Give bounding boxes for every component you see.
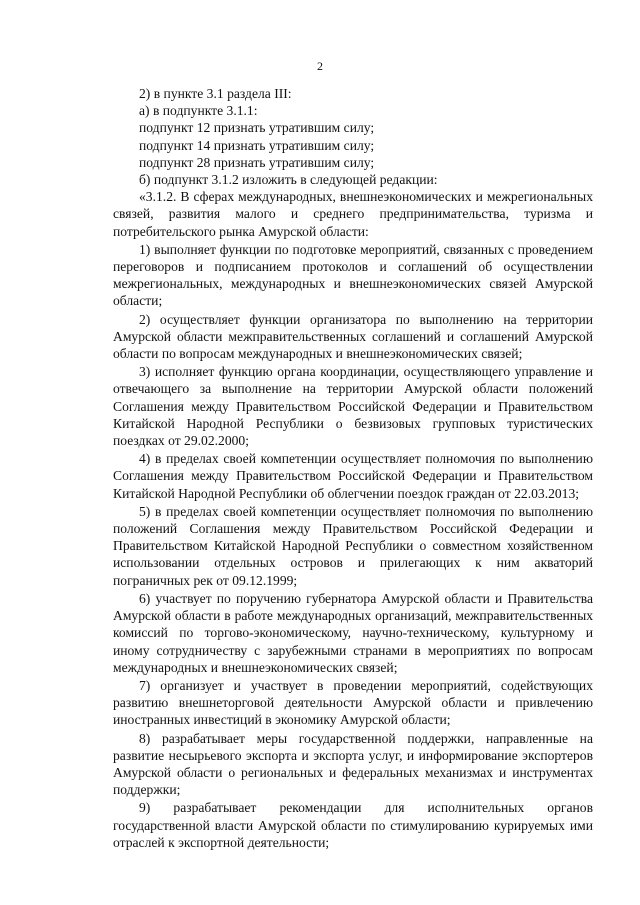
paragraph-subitem-28: подпункт 28 признать утратившим силу; — [139, 154, 375, 170]
paragraph-function-9: 9) разрабатывает рекомендации для исполнительных органов государственной власти Амурской области по стимулированию курируемых ими отраслей к экспортной деятельности; — [113, 800, 593, 850]
paragraph-function-4: 4) в пределах своей компетенции осуществляет полномочия по выполнению Соглашения между Правительством Российской Федерации и Правительством Китайской Народной Республики об облегчении поездок граждан от 22.03.2013; — [113, 451, 593, 501]
paragraph-function-5: 5) в пределах своей компетенции осуществляет полномочия по выполнению положений Соглашения между Правительством Российской Федерации и Правительством Китайской Народной Республики о совместном хозяйственном использовании отдельных островов и прилегающих к ним акваторий пограничных рек от 09.12.1999; — [113, 503, 593, 588]
paragraph-subitem-12: подпункт 12 признать утратившим силу; — [139, 120, 375, 136]
paragraph-function-3: 3) исполняет функцию органа координации, осуществляющего управление и отвечающего за выполнение на территории Амурской области положений Соглашения между Правительством Российской Федерации и Правительством Китайской Народной Республики о безвизовых групповых туристических поездках от 29.02.2000; — [113, 364, 593, 449]
page-number: 2 — [317, 59, 323, 73]
paragraph-function-6: 6) участвует по поручению губернатора Амурской области и Правительства Амурской области в работе международных организаций, межправительственных комиссий по торгово-экономическому, научно-техническому, культурному и иному сотрудничеству с зарубежными странами в мероприятиях по вопросам международных и внешнеэкономических связей; — [113, 590, 593, 675]
paragraph-function-2: 2) осуществляет функции организатора по выполнению на территории Амурской области межправительственных соглашений и соглашений Амурской области по вопросам международных и внешнеэкономических связей; — [113, 311, 593, 362]
paragraph-subitem-14: подпункт 14 признать утратившим силу; — [139, 137, 375, 153]
paragraph-function-7: 7) организует и участвует в проведении мероприятий, содействующих развитию внешнеторговой деятельности Амурской области и привлечению иностранных инвестиций в экономику Амурской области; — [113, 677, 593, 728]
paragraph-subitem-b: б) подпункт 3.1.2 изложить в следующей редакции: — [139, 172, 438, 188]
document-body — [113, 85, 593, 851]
paragraph-subitem-a: а) в подпункте 3.1.1: — [139, 103, 258, 119]
paragraph-3-1-2-intro: «3.1.2. В сферах международных, внешнеэкономических и межрегиональных связей, развития малого и среднего предпринимательства, туризма и потребительского рынка Амурской области: — [113, 189, 593, 239]
paragraph-function-8: 8) разрабатывает меры государственной поддержки, направленные на развитие несырьевого экспорта и экспорта услуг, и информирование экспортеров Амурской области о региональных и федеральных механизмах и инструментах поддержки; — [113, 730, 593, 798]
paragraph-function-1: 1) выполняет функции по подготовке мероприятий, связанных с проведением переговоров и подписанием протоколов и соглашений об осуществлении межрегиональных, международных и внешнеэкономических связей Амурской области; — [113, 241, 593, 309]
paragraph-item-2: 2) в пункте 3.1 раздела III: — [139, 86, 292, 101]
